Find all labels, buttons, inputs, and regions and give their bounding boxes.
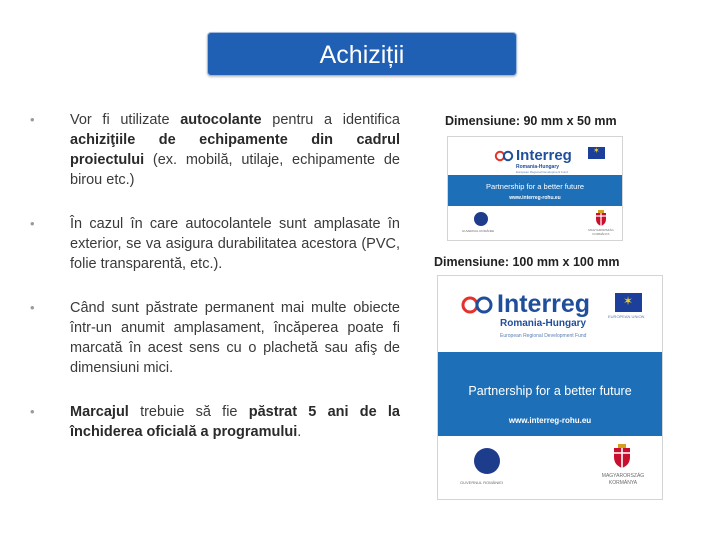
brand-subtitle: Romania-Hungary: [516, 164, 560, 170]
sticker-band: [438, 352, 662, 438]
fund-caption: European Regional Development Fund: [500, 333, 587, 339]
small-sticker-dimension: Dimensiune: 90 mm x 50 mm: [445, 114, 617, 128]
interreg-logo-icon: [494, 150, 514, 162]
gov-romania-text: GUVERNUL ROMÂNIEI: [462, 229, 495, 233]
large-sticker-dimension: Dimensiune: 100 mm x 100 mm: [434, 255, 620, 269]
eu-flag-icon: ✶: [615, 293, 642, 312]
website-url: www.interreg-rohu.eu: [509, 195, 561, 201]
eu-flag-icon: ✶: [588, 147, 605, 159]
fund-caption: European Regional Development Fund: [516, 170, 568, 174]
bullet-item: [30, 402, 400, 442]
bullet-text-run: trebuie să fie: [128, 404, 249, 420]
bullet-item: [30, 214, 400, 274]
bullet-text-run: păstrat 5 ani de la închiderea oficială a programului: [70, 404, 401, 440]
sticker-band: [448, 175, 622, 207]
romania-crest-icon: [474, 448, 500, 474]
brand-name: Interreg: [497, 290, 591, 318]
small-sticker-image: [447, 136, 623, 241]
bullet-item: [30, 110, 400, 190]
gov-romania-text: GUVERNUL ROMÂNIEI: [460, 480, 503, 485]
hungary-shield-icon: [613, 444, 631, 468]
brand-name: Interreg: [516, 147, 572, 164]
bullet-dot: •: [30, 216, 35, 231]
bullet-text-run: (ex. mobilă, utilaje, echipamente de birou etc.): [70, 152, 400, 188]
gov-hungary-text-1: MAGYARORSZÁG: [601, 473, 645, 479]
tagline: Partnership for a better future: [468, 384, 632, 398]
large-sticker-image: [437, 275, 663, 500]
bullet-text-run: .: [297, 424, 302, 440]
bullet-text-run: achiziţiile de echipamente din cadrul proiectului: [70, 132, 400, 168]
bullet-text-run: În cazul în care autocolantele sunt amplasate în exterior, se va asigura durabilitatea acestora (PVC, folie transparentă, etc.).: [70, 216, 400, 272]
website-url: www.interreg-rohu.eu: [508, 416, 592, 425]
bullet-dot: •: [30, 404, 35, 419]
bullet-dot: •: [30, 300, 35, 315]
brand-subtitle: Romania-Hungary: [500, 318, 587, 329]
bullet-dot: •: [30, 112, 35, 127]
gov-hungary-text: MAGYARORSZÁG KORMÁNYA: [588, 228, 614, 236]
bullet-item: [30, 298, 400, 378]
bullet-list: [30, 110, 400, 466]
page-title: Achiziții: [207, 32, 517, 76]
tagline: Partnership for a better future: [486, 182, 584, 191]
bullet-text-run: autocolante: [180, 112, 262, 128]
interreg-logo-icon: [460, 295, 494, 315]
hungary-shield-icon: [595, 210, 607, 226]
bullet-text-run: Vor fi utilizate: [70, 112, 181, 128]
eu-caption: EUROPEAN UNION: [608, 314, 645, 319]
bullet-text-run: Când sunt păstrate permanent mai multe obiecte într-un anumit amplasament, încăperea poate fi marcată în acest sens cu o plachetă sau afiş de dimensiuni mici.: [70, 300, 400, 376]
bullet-text-run: Marcajul: [70, 404, 129, 420]
romania-crest-icon: [474, 212, 488, 226]
bullet-text-run: pentru a identifica: [261, 112, 401, 128]
gov-hungary-text-2: KORMÁNYA: [608, 480, 638, 486]
